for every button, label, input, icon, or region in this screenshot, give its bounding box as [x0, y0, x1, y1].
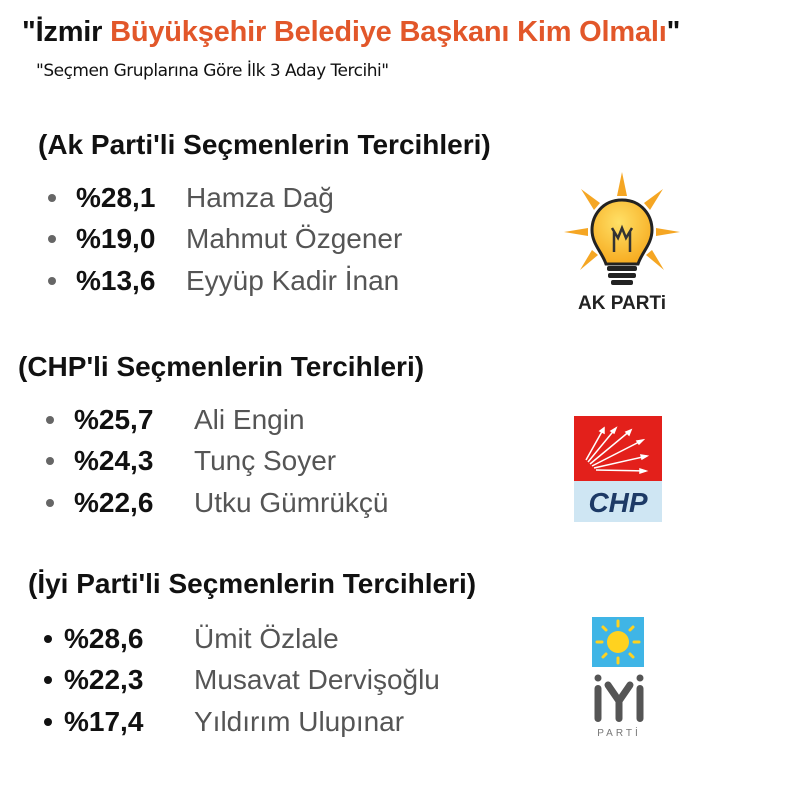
ak-parti-logo — [562, 170, 682, 315]
svg-text:PARTİ: PARTİ — [597, 728, 641, 739]
section-heading-chp: (CHP'li Seçmenlerin Tercihleri) — [18, 351, 425, 382]
bullet-icon — [44, 718, 52, 726]
list-item — [44, 701, 440, 743]
page-title — [22, 16, 680, 49]
list-item — [46, 399, 389, 441]
bullet-icon — [44, 676, 52, 684]
title-quote-close: " — [666, 16, 681, 48]
list-item — [44, 618, 440, 660]
bullet-icon — [46, 457, 54, 465]
candidate-percentage: %28,6 — [64, 622, 144, 654]
candidate-percentage: %25,7 — [74, 403, 154, 435]
candidate-percentage: %22,6 — [74, 486, 154, 518]
bullet-icon — [46, 416, 54, 424]
list-item — [46, 441, 389, 483]
list-item — [44, 660, 440, 702]
candidate-percentage: %22,3 — [64, 664, 144, 696]
bullet-icon — [48, 235, 56, 243]
candidate-list-iyi-parti — [44, 618, 440, 743]
candidate-name: Ali Engin — [194, 403, 305, 435]
section-heading-ak-parti: (Ak Parti'li Seçmenlerin Tercihleri) — [38, 129, 491, 160]
title-prefix: İzmir — [35, 16, 103, 48]
svg-text:CHP: CHP — [588, 487, 648, 518]
candidate-name: Mahmut Özgener — [186, 223, 403, 255]
candidate-percentage: %13,6 — [76, 264, 156, 296]
list-item — [48, 219, 402, 261]
sun-icon — [590, 615, 648, 740]
candidate-percentage: %17,4 — [64, 705, 144, 737]
candidate-percentage: %24,3 — [74, 445, 154, 477]
list-item — [48, 260, 402, 302]
section-heading-iyi-parti: (İyi Parti'li Seçmenlerin Tercihleri) — [28, 568, 477, 599]
candidate-name: Musavat Dervişoğlu — [194, 664, 440, 696]
list-item — [48, 177, 402, 219]
candidate-name: Ümit Özlale — [194, 622, 339, 654]
bullet-icon — [44, 635, 52, 643]
svg-text:AK PARTi: AK PARTi — [578, 293, 666, 314]
bullet-icon — [48, 194, 56, 202]
title-quote-open: " — [22, 16, 36, 48]
lightbulb-icon — [562, 170, 682, 315]
bullet-icon — [46, 499, 54, 507]
candidate-percentage: %19,0 — [76, 223, 156, 255]
title-accent: Büyükşehir Belediye Başkanı Kim Olmalı — [110, 16, 667, 48]
page-subtitle: "Seçmen Gruplarına Göre İlk 3 Aday Tercihi" — [36, 61, 389, 81]
candidate-name: Hamza Dağ — [186, 181, 334, 213]
candidate-name: Eyyüp Kadir İnan — [186, 264, 400, 296]
candidate-name: Utku Gümrükçü — [194, 486, 389, 518]
candidate-list-chp — [46, 399, 389, 524]
chp-logo — [574, 416, 662, 522]
iyi-parti-logo — [590, 615, 648, 740]
candidate-name: Yıldırım Ulupınar — [194, 705, 405, 737]
six-arrows-icon — [574, 416, 662, 522]
candidate-name: Tunç Soyer — [194, 445, 337, 477]
list-item — [46, 482, 389, 524]
candidate-percentage: %28,1 — [76, 181, 156, 213]
bullet-icon — [48, 277, 56, 285]
candidate-list-ak-parti — [48, 177, 402, 302]
